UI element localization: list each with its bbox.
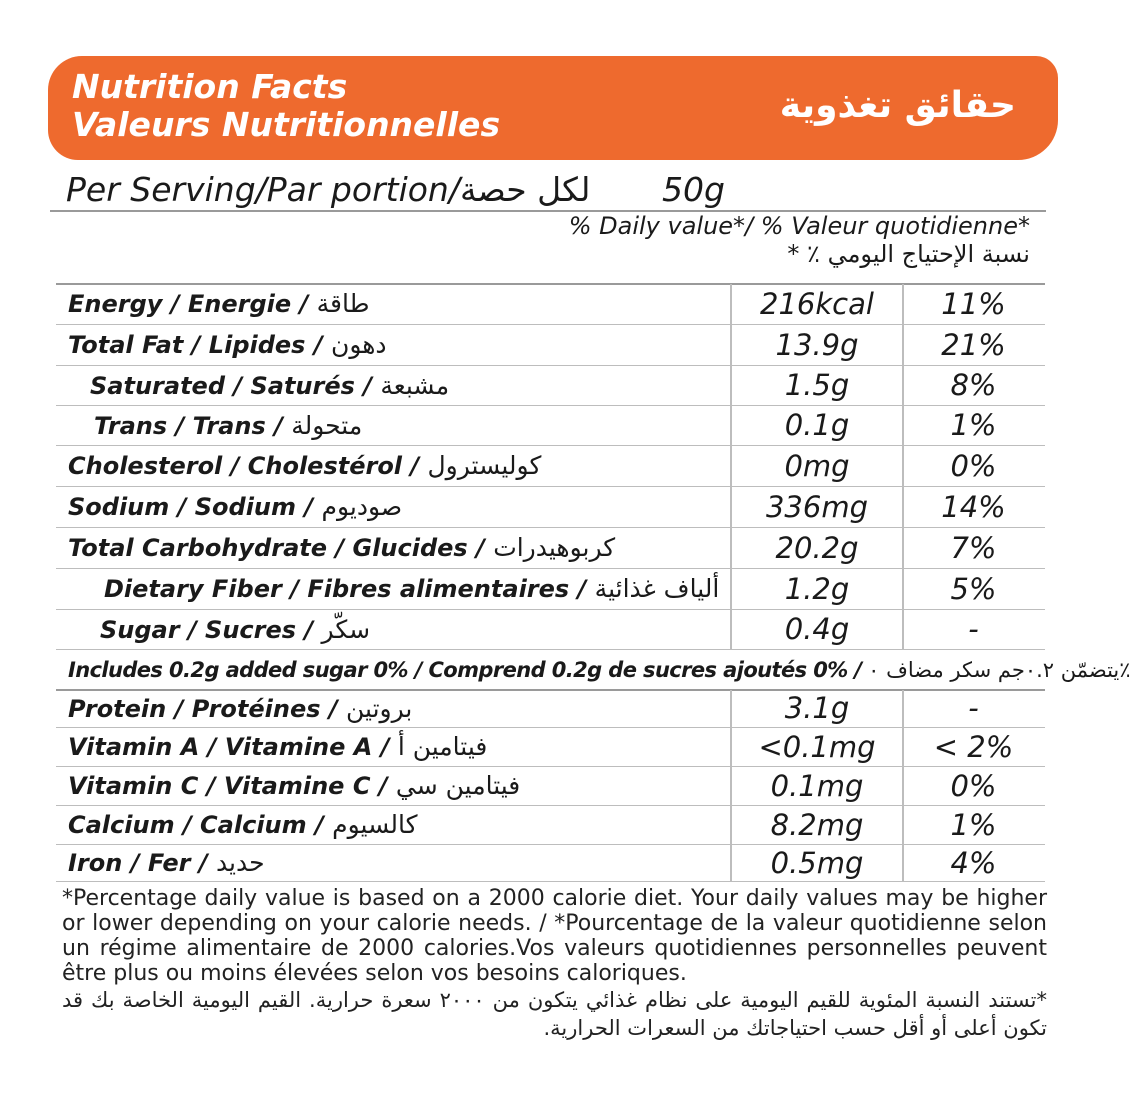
- nutrient-name-arabic: كالسيوم: [332, 810, 418, 839]
- nutrient-name-en-fr: Sugar / Sucres /: [100, 616, 322, 644]
- header-banner: [48, 56, 1058, 160]
- nutrient-daily-value: 0%: [950, 449, 997, 483]
- nutrient-name-arabic: مشبعة: [380, 371, 450, 400]
- nutrient-daily-value: 14%: [941, 490, 1006, 524]
- daily-value-label-arabic: نسبة الإحتياج اليومي ٪ *: [787, 240, 1030, 268]
- nutrient-name-en-fr: Vitamin A / Vitamine A /: [68, 733, 398, 761]
- column-divider: [902, 690, 904, 881]
- nutrient-name-arabic: كوليسترول: [427, 451, 542, 480]
- nutrient-amount: 8.2mg: [770, 808, 864, 842]
- nutrient-row: [56, 487, 1045, 527]
- serving-amount: 50g: [662, 170, 725, 209]
- nutrient-daily-value: 8%: [950, 368, 997, 402]
- nutrient-row: [56, 690, 1045, 727]
- serving-size: [66, 168, 766, 212]
- title-en-fr: [72, 68, 500, 144]
- column-divider: [730, 284, 732, 649]
- nutrient-amount: 336mg: [765, 490, 868, 524]
- nutrient-name-en-fr: Trans / Trans /: [94, 412, 292, 440]
- nutrient-amount: 0.1mg: [770, 769, 864, 803]
- added-sugar-text: Includes 0.2g added sugar 0% / Comprend 0.2g de sucres ajoutés 0% /: [68, 658, 869, 682]
- nutrient-amount: 0.1g: [784, 408, 850, 442]
- nutrient-amount: 216kcal: [760, 287, 874, 321]
- nutrient-row: [56, 767, 1045, 805]
- nutrient-row: [56, 806, 1045, 844]
- nutrient-name: [100, 610, 370, 650]
- nutrient-daily-value: -: [968, 612, 979, 646]
- nutrient-name-en-fr: Protein / Protéines /: [68, 695, 346, 723]
- nutrient-name: [68, 325, 387, 365]
- nutrient-name: [68, 528, 615, 568]
- nutrient-name: [68, 284, 370, 324]
- nutrient-row: [56, 728, 1045, 766]
- footnote-en-fr: *Percentage daily value is based on a 2000 calorie diet. Your daily values may be higher or lower depending on your calorie needs. / *Pourcentage de la valeur quotidienne selon un régime alimentaire de 2000 calories.Vos valeurs quotidiennes personnelles peuvent être plus ou moins élevées selon vos besoins caloriques.: [62, 886, 1047, 986]
- nutrient-daily-value: < 2%: [933, 730, 1014, 764]
- nutrient-name: [68, 767, 520, 805]
- title-arabic: حقائق تغذوية: [779, 85, 1016, 126]
- nutrient-daily-value: 4%: [950, 846, 997, 880]
- nutrient-name-en-fr: Dietary Fiber / Fibres alimentaires /: [104, 575, 595, 603]
- nutrient-row: [56, 569, 1045, 609]
- added-sugar-text-arabic: يتضمّن ٠.٢جم سكر مضاف ٠٪: [868, 658, 1131, 682]
- nutrient-name-en-fr: Iron / Fer /: [68, 849, 216, 877]
- nutrient-name: [94, 406, 362, 446]
- column-divider: [730, 690, 732, 881]
- nutrient-name: [90, 366, 449, 406]
- nutrient-name-en-fr: Sodium / Sodium /: [68, 493, 322, 521]
- nutrient-name-arabic: متحولة: [291, 411, 363, 440]
- nutrient-name-arabic: ألياف غذائية: [594, 574, 720, 603]
- nutrient-name: [68, 446, 541, 486]
- title-french: Valeurs Nutritionnelles: [72, 105, 501, 144]
- nutrient-amount: <0.1mg: [758, 730, 876, 764]
- nutrient-daily-value: 7%: [950, 531, 997, 565]
- nutrient-name-en-fr: Cholesterol / Cholestérol /: [68, 452, 428, 480]
- nutrient-name-arabic: دهون: [330, 330, 387, 359]
- nutrient-name-arabic: كربوهيدرات: [493, 533, 616, 562]
- nutrient-row: [56, 284, 1045, 324]
- column-divider: [902, 284, 904, 649]
- nutrient-name: [68, 728, 487, 766]
- nutrient-name-arabic: فيتامين سي: [395, 771, 521, 800]
- title-english: Nutrition Facts: [72, 67, 348, 106]
- nutrient-daily-value: 21%: [941, 328, 1006, 362]
- nutrient-name-arabic: فيتامين أ: [397, 732, 488, 761]
- nutrient-name-arabic: حديد: [215, 848, 265, 877]
- nutrient-daily-value: -: [968, 691, 979, 725]
- nutrient-name: [68, 806, 418, 844]
- nutrient-name-en-fr: Saturated / Saturés /: [90, 372, 381, 400]
- nutrient-amount: 0.4g: [784, 612, 850, 646]
- nutrient-daily-value: 0%: [950, 769, 997, 803]
- daily-value-label: % Daily value*/ % Valeur quotidienne*: [568, 212, 1030, 240]
- nutrient-daily-value: 1%: [950, 408, 997, 442]
- nutrient-amount: 20.2g: [775, 531, 859, 565]
- nutrient-row: [56, 446, 1045, 486]
- row-divider: [56, 881, 1045, 882]
- nutrient-amount: 1.2g: [784, 572, 850, 606]
- nutrient-name-arabic: بروتين: [346, 694, 413, 723]
- serving-label: Per Serving/Par portion/: [66, 170, 460, 209]
- nutrient-daily-value: 11%: [941, 287, 1006, 321]
- nutrient-name-en-fr: Energy / Energie /: [68, 290, 317, 318]
- nutrient-name: [68, 487, 402, 527]
- nutrient-name-en-fr: Vitamin C / Vitamine C /: [68, 772, 396, 800]
- nutrient-name-en-fr: Total Fat / Lipides /: [68, 331, 331, 359]
- nutrient-name-arabic: طاقة: [316, 289, 370, 318]
- nutrient-name-en-fr: Calcium / Calcium /: [68, 811, 333, 839]
- added-sugar-line: [68, 652, 1131, 688]
- row-divider: [56, 649, 1045, 650]
- nutrient-name: [68, 690, 412, 728]
- nutrient-row: [56, 366, 1045, 405]
- nutrient-amount: 0mg: [784, 449, 850, 483]
- nutrient-amount: 3.1g: [784, 691, 850, 725]
- nutrient-name: [68, 845, 265, 881]
- nutrient-amount: 1.5g: [784, 368, 850, 402]
- nutrient-daily-value: 1%: [950, 808, 997, 842]
- nutrient-daily-value: 5%: [950, 572, 997, 606]
- serving-label-arabic: لكل حصة: [459, 170, 591, 209]
- nutrient-row: [56, 325, 1045, 365]
- footnote-arabic: *تستند النسبة المئوية للقيم اليومية على نظام غذائي يتكون من ٢٠٠٠ سعرة حرارية. القيم اليومية الخاصة بك قد تكون أعلى أو أقل حسب احتياجاتك من السعرات الحرارية.: [62, 988, 1047, 1040]
- nutrient-row: [56, 845, 1045, 881]
- nutrient-row: [56, 406, 1045, 445]
- nutrient-name-en-fr: Total Carbohydrate / Glucides /: [68, 534, 494, 562]
- nutrient-amount: 13.9g: [775, 328, 859, 362]
- nutrient-name-arabic: سكّر: [321, 615, 371, 644]
- nutrient-row: [56, 528, 1045, 568]
- nutrient-name-arabic: صوديوم: [321, 492, 403, 521]
- nutrient-name: [104, 569, 719, 609]
- daily-value-header: [569, 212, 1030, 268]
- nutrient-row: [56, 610, 1045, 649]
- nutrient-amount: 0.5mg: [770, 846, 864, 880]
